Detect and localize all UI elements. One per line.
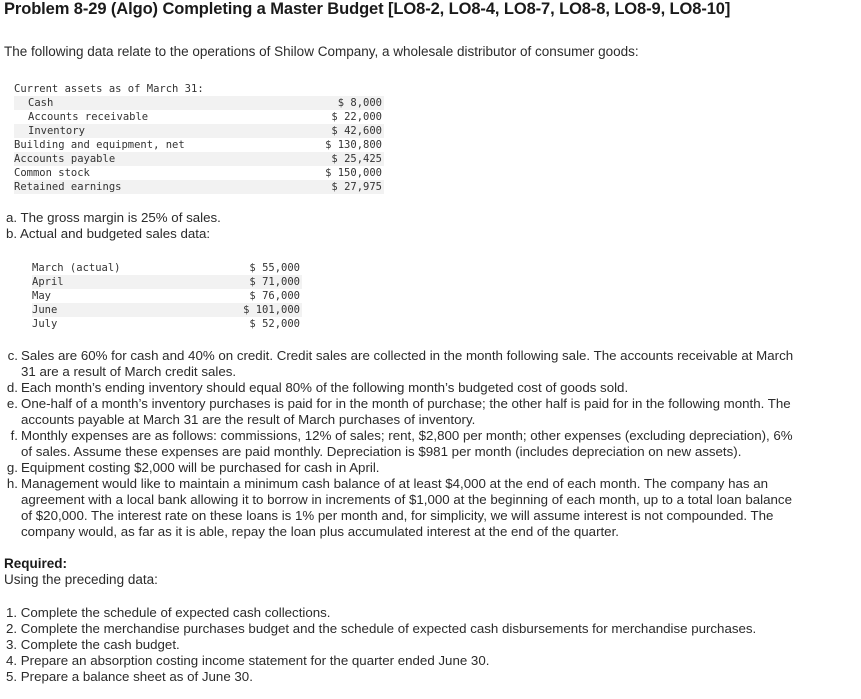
item-line: company would, as far as it is able, repay the loan plus accumulated interest at the end of the quarter. (21, 524, 619, 539)
page-title: Problem 8-29 (Algo) Completing a Master Budget [LO8-2, LO8-4, LO8-7, LO8-8, LO8-9, LO8-10] (4, 0, 731, 18)
row-label: July (32, 317, 232, 331)
required-item: 3. Complete the cash budget. (6, 637, 180, 652)
intro-text: The following data relate to the operations of Shilow Company, a wholesale distributor of consumer goods: (4, 44, 639, 59)
row-label: Building and equipment, net (14, 138, 240, 152)
item-text (21, 380, 628, 396)
table-row (32, 261, 302, 275)
item-e (0, 396, 850, 428)
row-value: $ 42,600 (240, 124, 384, 138)
row-value: $ 55,000 (232, 261, 302, 275)
row-label: Cash (14, 96, 240, 110)
row-value: $ 150,000 (240, 166, 384, 180)
item-line: Monthly expenses are as follows: commissions, 12% of sales; rent, $2,800 per month; other expenses (excluding depreciation), 6% (21, 428, 793, 443)
row-label: Common stock (14, 166, 240, 180)
table-row (14, 110, 384, 124)
row-value: $ 22,000 (240, 110, 384, 124)
sales-data-table (32, 261, 302, 331)
item-text (21, 476, 792, 540)
item-h (0, 476, 855, 540)
item-line: accounts payable at March 31 are the result of March purchases of inventory. (21, 412, 476, 427)
table-row (14, 124, 384, 138)
current-assets-table (14, 82, 384, 194)
table-row (14, 96, 384, 110)
table-row (32, 317, 302, 331)
item-b: b. Actual and budgeted sales data: (6, 226, 211, 241)
row-value: $ 76,000 (232, 289, 302, 303)
item-letter: h. (6, 476, 18, 491)
required-item: 1. Complete the schedule of expected cash collections. (6, 605, 331, 620)
item-f (0, 428, 850, 460)
table-row (32, 303, 302, 317)
assets-header: Current assets as of March 31: (14, 82, 384, 96)
row-value: $ 130,800 (240, 138, 384, 152)
table-row (14, 180, 384, 194)
item-line: Management would like to maintain a minimum cash balance of at least $4,000 at the end of each month. The company has an (21, 476, 769, 491)
item-line: of $20,000. The interest rate on these loans is 1% per month and, for simplicity, we will assume interest is not compounded. The (21, 508, 774, 523)
item-text (21, 396, 791, 428)
item-c (0, 348, 850, 380)
row-value: $ 71,000 (232, 275, 302, 289)
item-letter: f. (10, 428, 18, 443)
row-value: $ 8,000 (240, 96, 384, 110)
required-subheading: Using the preceding data: (4, 572, 158, 587)
required-item: 5. Prepare a balance sheet as of June 30. (6, 669, 253, 684)
item-line: One-half of a month’s inventory purchases is paid for in the month of purchase; the other half is paid for in the following month. The (21, 396, 791, 411)
row-value: $ 27,975 (240, 180, 384, 194)
row-label: Accounts receivable (14, 110, 240, 124)
row-value: $ 52,000 (232, 317, 302, 331)
item-text (21, 348, 793, 380)
item-g (0, 460, 850, 476)
required-item: 4. Prepare an absorption costing income statement for the quarter ended June 30. (6, 653, 490, 668)
item-line: Each month’s ending inventory should equal 80% of the following month’s budgeted cost of goods sold. (21, 380, 629, 395)
item-a: a. The gross margin is 25% of sales. (6, 210, 221, 225)
row-label: June (32, 303, 232, 317)
required-item: 2. Complete the merchandise purchases budget and the schedule of expected cash disbursements for merchandise purchases. (6, 621, 757, 636)
item-line: Equipment costing $2,000 will be purchased for cash in April. (21, 460, 380, 475)
item-letter: e. (6, 396, 18, 411)
item-letter: c. (7, 348, 18, 363)
row-label: May (32, 289, 232, 303)
item-line: 31 are a result of March credit sales. (21, 364, 237, 379)
table-row (14, 152, 384, 166)
row-value: $ 101,000 (232, 303, 302, 317)
item-line: agreement with a local bank allowing it to borrow in increments of $1,000 at the beginning of each month, up to a total loan balance (21, 492, 792, 507)
table-row (32, 289, 302, 303)
item-line: of sales. Assume these expenses are paid monthly. Depreciation is $981 per month (includes depreciation on new assets). (21, 444, 742, 459)
item-letter: g. (6, 460, 18, 475)
table-row (32, 275, 302, 289)
required-heading: Required: (4, 556, 68, 571)
item-text (21, 460, 379, 476)
item-text (21, 428, 793, 460)
row-label: Retained earnings (14, 180, 240, 194)
row-label: March (actual) (32, 261, 232, 275)
item-d (0, 380, 850, 396)
row-label: Accounts payable (14, 152, 240, 166)
table-row (14, 166, 384, 180)
row-value: $ 25,425 (240, 152, 384, 166)
row-label: Inventory (14, 124, 240, 138)
row-label: April (32, 275, 232, 289)
item-line: Sales are 60% for cash and 40% on credit. Credit sales are collected in the month following sale. The accounts receivable at March (21, 348, 794, 363)
item-letter: d. (6, 380, 18, 395)
table-row (14, 82, 384, 96)
table-row (14, 138, 384, 152)
